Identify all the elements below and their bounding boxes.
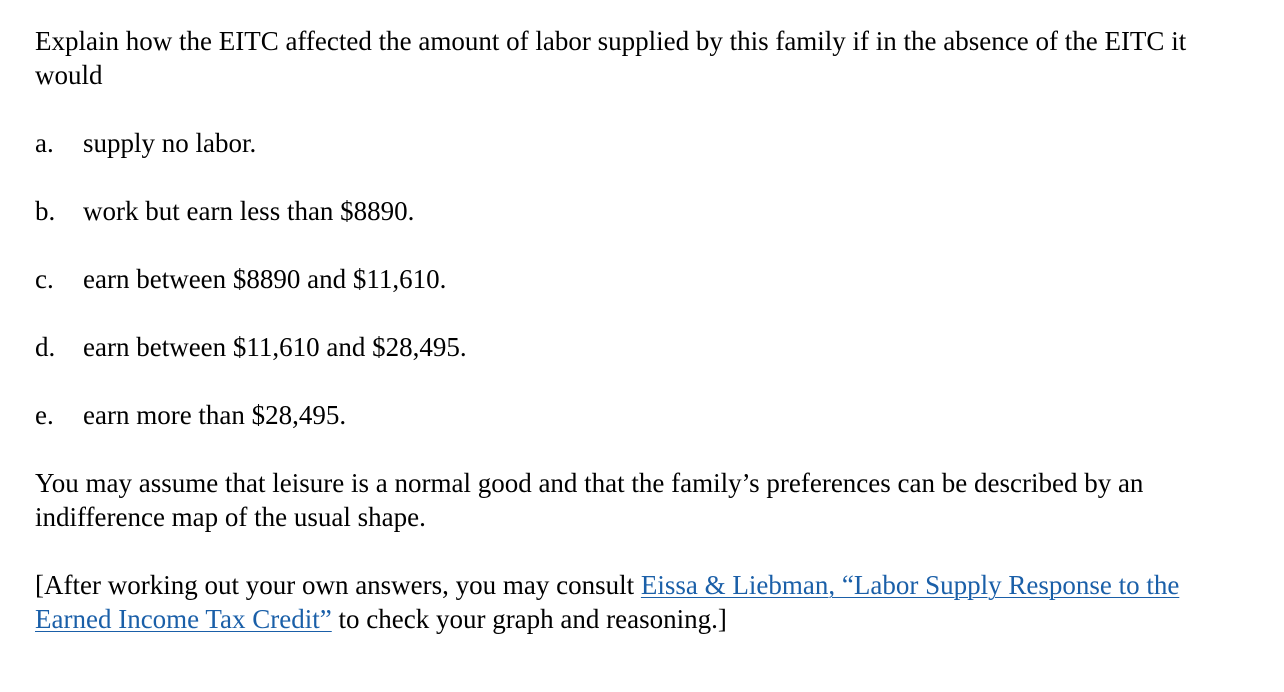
list-item-marker: c. (35, 264, 54, 294)
answer-options-list (35, 126, 1235, 432)
document-page (35, 24, 1235, 636)
list-item-marker: d. (35, 332, 56, 362)
list-item (35, 330, 1235, 364)
question-intro: Explain how the EITC affected the amount of labor supplied by this family if in the absence of the EITC it would (35, 26, 1187, 90)
list-item-text: earn between $11,610 and $28,495. (83, 332, 467, 362)
list-item (35, 398, 1235, 432)
list-item-text: supply no labor. (83, 128, 257, 158)
eissa-liebman-link[interactable]: Eissa & Liebman, “Labor Supply Response to the Earned Income Tax Credit” (35, 570, 1180, 634)
reference-note (35, 568, 1235, 636)
note-suffix: to check your graph and reasoning.] (331, 604, 727, 634)
assumption-paragraph: You may assume that leisure is a normal good and that the family’s preferences can be described by an indifference map of the usual shape. (35, 468, 1144, 532)
list-item-text: work but earn less than $8890. (83, 196, 415, 226)
list-item (35, 262, 1235, 296)
list-item-marker: a. (35, 128, 54, 158)
list-item-text: earn more than $28,495. (83, 400, 347, 430)
list-item-text: earn between $8890 and $11,610. (83, 264, 447, 294)
list-item-marker: e. (35, 400, 54, 430)
list-item (35, 194, 1235, 228)
list-item-marker: b. (35, 196, 56, 226)
note-prefix: [After working out your own answers, you may consult (35, 570, 641, 600)
list-item (35, 126, 1235, 160)
